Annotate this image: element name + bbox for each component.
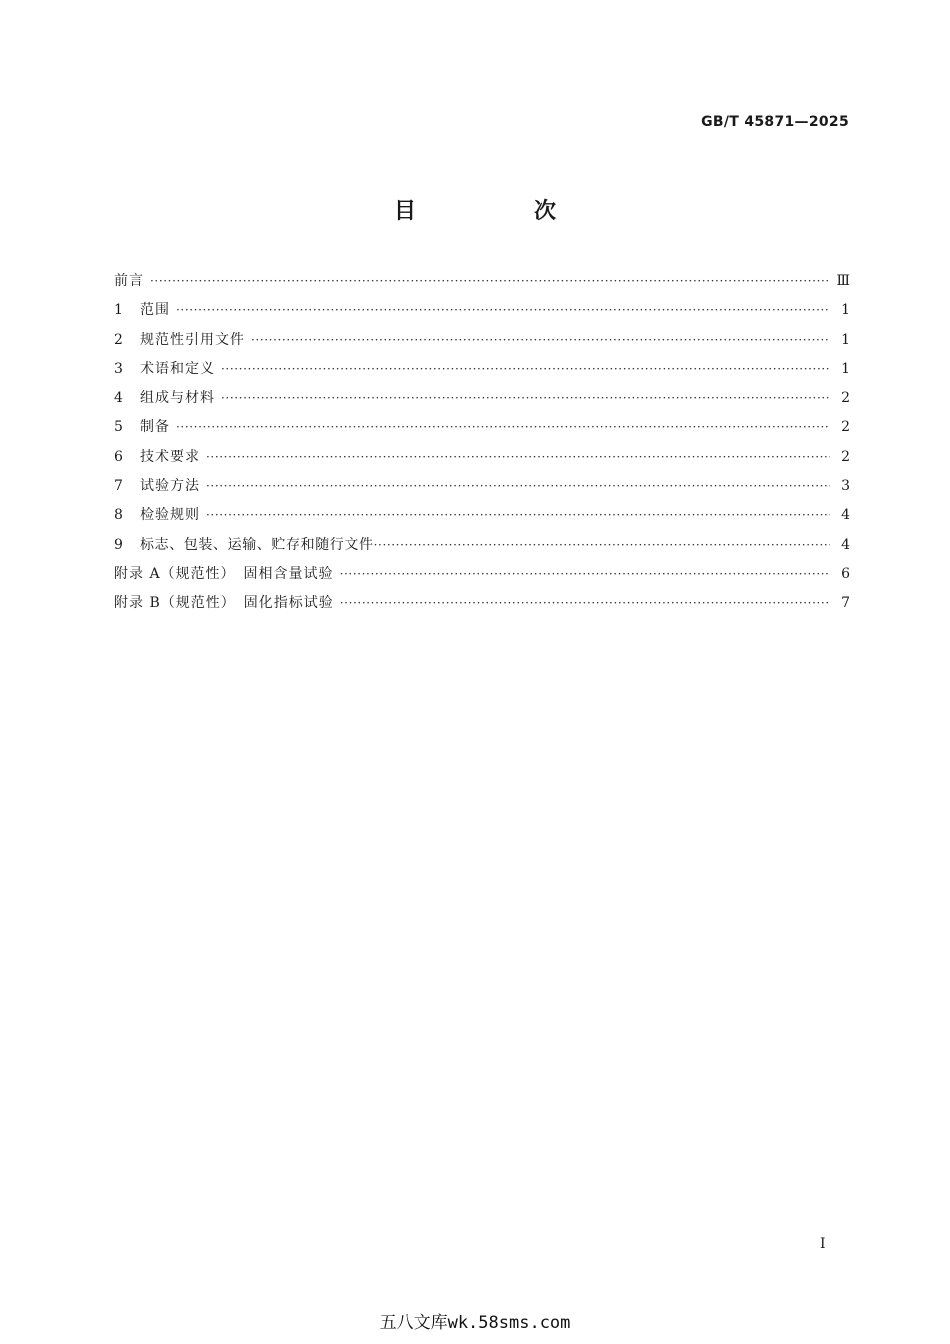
- toc-entry-number: 1: [114, 302, 123, 319]
- toc-entry-page: 2: [841, 419, 850, 436]
- toc-entry-foreword[interactable]: [114, 270, 850, 299]
- toc-entry-2[interactable]: [114, 329, 850, 358]
- toc-entry-number: 9: [114, 536, 123, 553]
- toc-entry-number: 2: [114, 331, 123, 348]
- page-title: 目 次: [393, 199, 604, 224]
- toc-entry-page: 2: [841, 448, 850, 465]
- table-of-contents: [114, 270, 850, 622]
- toc-dot-leader: [170, 420, 830, 434]
- toc-dot-leader: [200, 479, 830, 493]
- page-number: Ⅰ: [820, 1236, 826, 1252]
- toc-entry-label: 附录 A（规范性） 固相含量试验: [114, 565, 334, 582]
- toc-entry-page: 2: [841, 390, 850, 407]
- toc-entry-page: Ⅲ: [836, 273, 850, 289]
- toc-entry-label: 检验规则: [140, 507, 200, 524]
- toc-entry-page: 1: [841, 360, 850, 377]
- toc-entry-number: 7: [114, 478, 123, 495]
- toc-entry-page: 7: [841, 595, 850, 612]
- toc-dot-leader: [144, 274, 830, 288]
- toc-entry-annex-a[interactable]: [114, 563, 850, 592]
- toc-dot-leader: [200, 450, 830, 464]
- toc-dot-leader: [200, 508, 830, 522]
- standard-number: GB/T 45871—2025: [701, 114, 849, 130]
- toc-dot-leader: [170, 303, 830, 317]
- toc-entry-label: 范围: [140, 302, 170, 319]
- toc-dot-leader: [215, 391, 830, 405]
- toc-entry-label: 规范性引用文件: [140, 331, 245, 348]
- toc-entry-number: 3: [114, 360, 123, 377]
- toc-entry-label: 制备: [140, 419, 170, 436]
- toc-dot-leader: [374, 538, 830, 552]
- toc-entry-6[interactable]: [114, 446, 850, 475]
- toc-entry-number: 8: [114, 507, 123, 524]
- toc-entry-label: 附录 B（规范性） 固化指标试验: [114, 595, 334, 612]
- toc-entry-9[interactable]: [114, 534, 850, 563]
- toc-entry-1[interactable]: [114, 299, 850, 328]
- watermark-text: 五八文库wk.58sms.com: [379, 1313, 571, 1333]
- toc-entry-label: 技术要求: [140, 448, 200, 465]
- toc-entry-8[interactable]: [114, 504, 850, 533]
- toc-dot-leader: [245, 333, 830, 347]
- toc-dot-leader: [334, 596, 830, 610]
- toc-entry-number: 6: [114, 448, 123, 465]
- toc-entry-page: 3: [841, 478, 850, 495]
- toc-entry-7[interactable]: [114, 475, 850, 504]
- toc-entry-number: 4: [114, 390, 123, 407]
- toc-entry-label: 标志、包装、运输、贮存和随行文件: [140, 536, 374, 553]
- toc-dot-leader: [215, 362, 830, 376]
- toc-entry-page: 1: [841, 302, 850, 319]
- toc-entry-number: 5: [114, 419, 123, 436]
- toc-entry-label: 前言: [114, 273, 144, 289]
- toc-entry-4[interactable]: [114, 387, 850, 416]
- toc-entry-3[interactable]: [114, 358, 850, 387]
- toc-entry-page: 6: [841, 565, 850, 582]
- toc-entry-page: 4: [841, 507, 850, 524]
- toc-entry-annex-b[interactable]: [114, 592, 850, 621]
- toc-entry-label: 组成与材料: [140, 390, 215, 407]
- toc-entry-5[interactable]: [114, 416, 850, 445]
- toc-entry-page: 4: [841, 536, 850, 553]
- toc-entry-label: 术语和定义: [140, 360, 215, 377]
- toc-entry-page: 1: [841, 331, 850, 348]
- toc-dot-leader: [334, 567, 830, 581]
- toc-entry-label: 试验方法: [140, 478, 200, 495]
